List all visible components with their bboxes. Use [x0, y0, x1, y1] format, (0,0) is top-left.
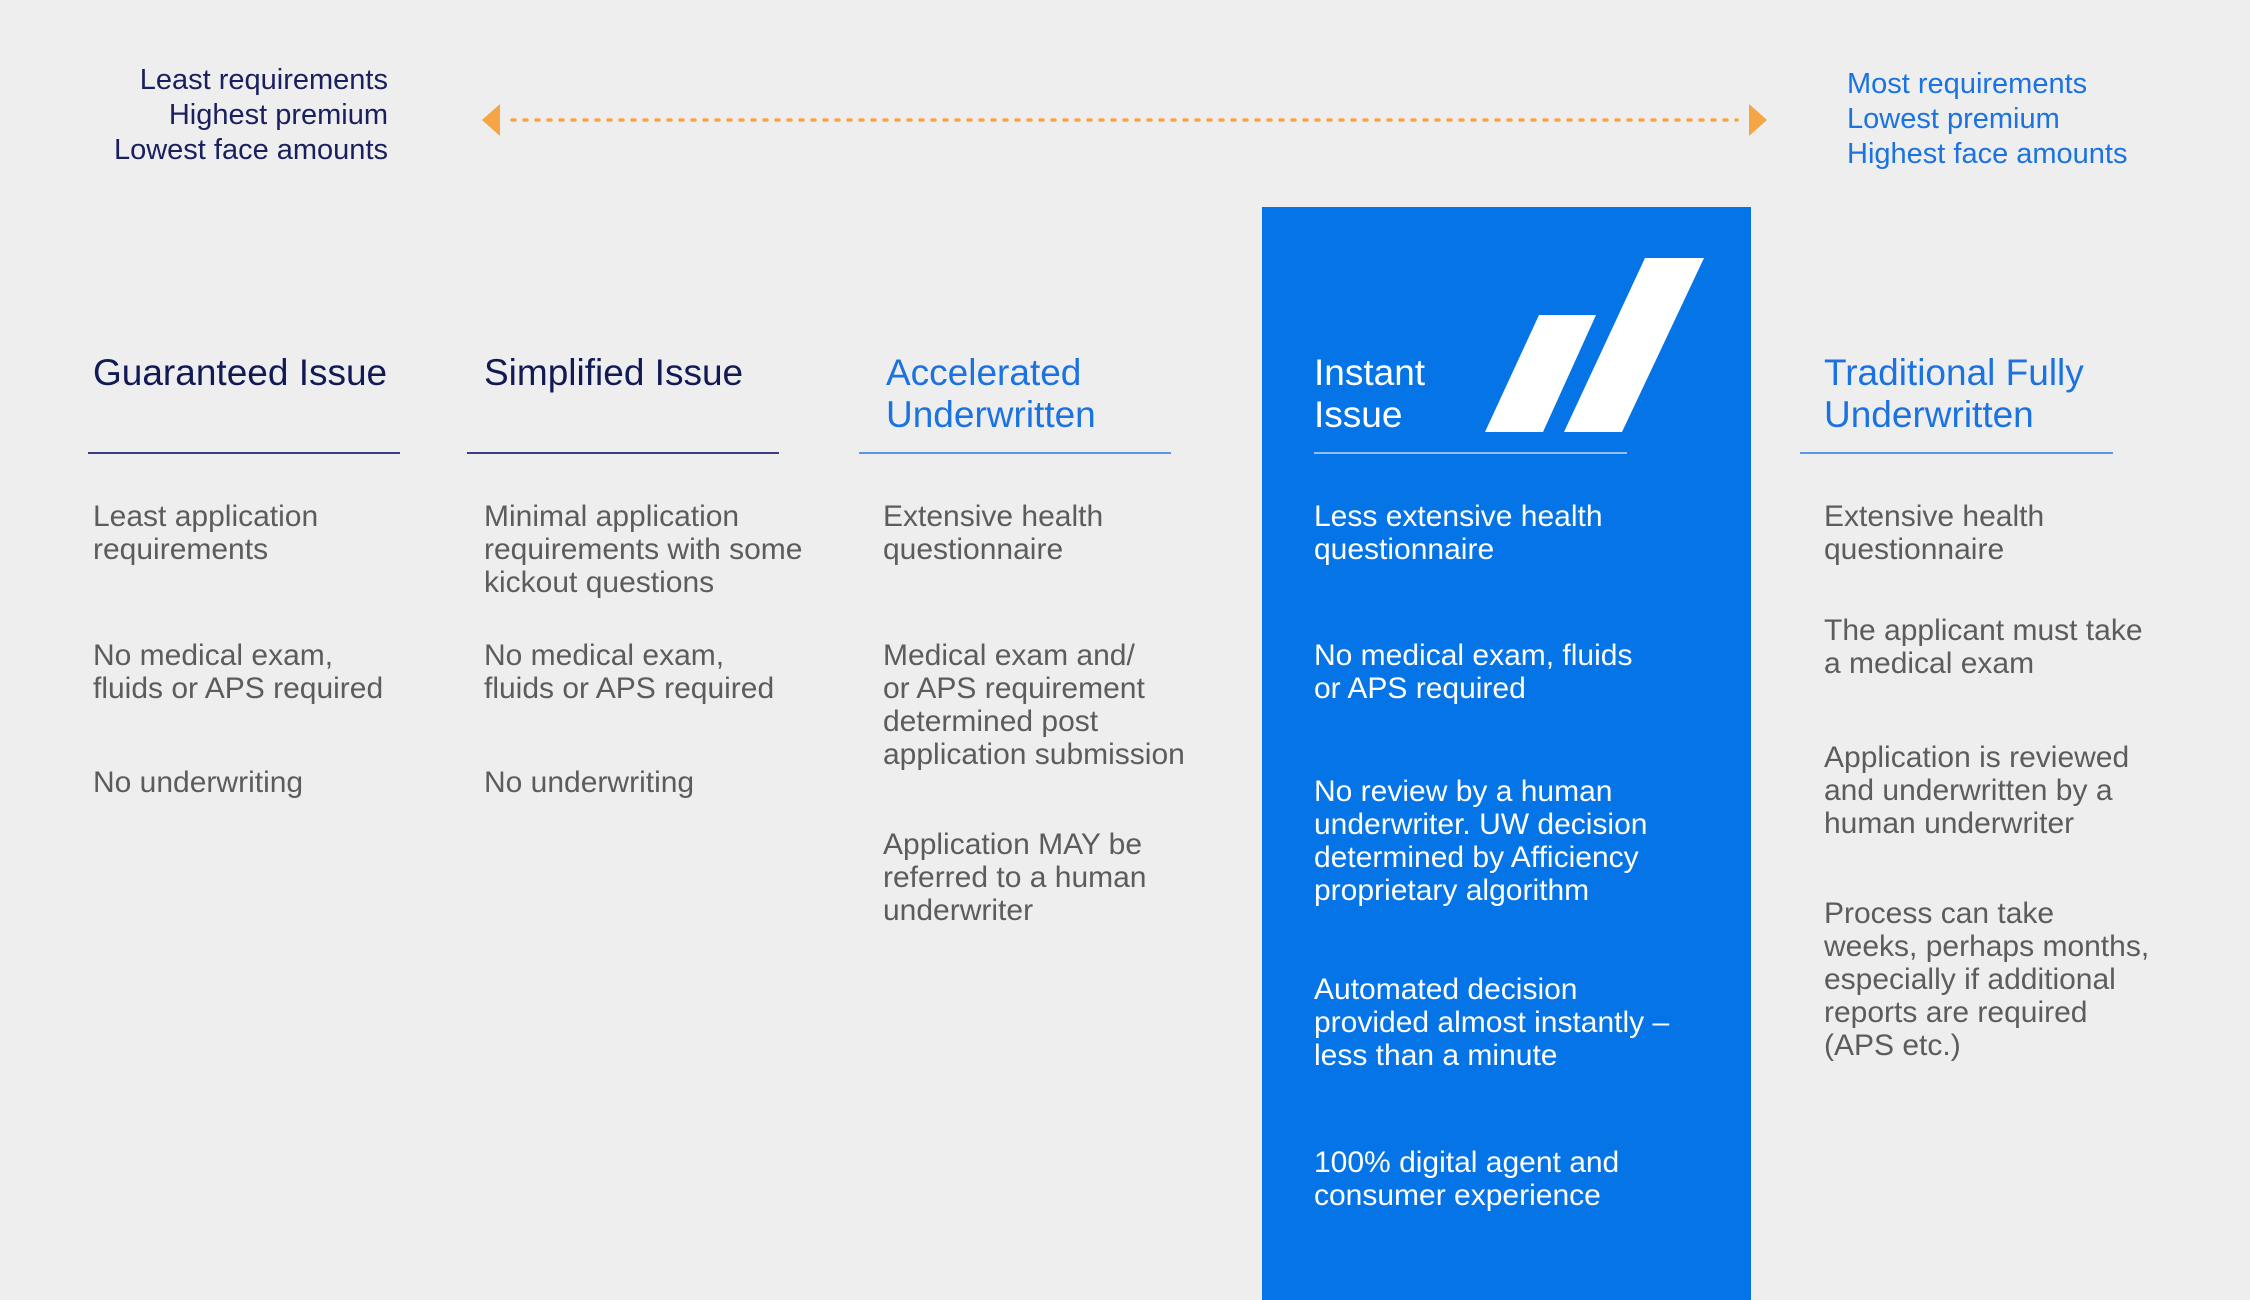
point-line: or APS required [1314, 672, 1526, 705]
double-arrow-icon [482, 102, 1767, 138]
column-title [1314, 352, 1714, 436]
point-line: fluids or APS required [484, 672, 775, 705]
point [1314, 639, 1632, 705]
point-line: less than a minute [1314, 1039, 1558, 1072]
point-line: underwriter. UW decision [1314, 808, 1648, 841]
column-divider [1800, 452, 2113, 454]
point-line: underwriter [883, 894, 1034, 927]
column-title-line: Issue [1314, 394, 1403, 435]
point-line: provided almost instantly – [1314, 1006, 1670, 1039]
scale-right-legend [1847, 67, 2127, 172]
point-line: questionnaire [1314, 533, 1495, 566]
point [484, 766, 694, 799]
point-line: kickout questions [484, 566, 715, 599]
scale-left-legend [40, 63, 388, 168]
point-line: 100% digital agent and [1314, 1146, 1620, 1179]
point-line: determined by Afficiency [1314, 841, 1639, 874]
point-line: reports are required [1824, 996, 2088, 1029]
point-line: No medical exam, [484, 639, 725, 672]
point-line: questionnaire [1824, 533, 2005, 566]
column-divider [859, 452, 1171, 454]
point-line: human underwriter [1824, 807, 2075, 840]
point-line: referred to a human [883, 861, 1147, 894]
scale-left-line: Least requirements [139, 64, 388, 96]
point-line: The applicant must take [1824, 614, 2143, 647]
column-divider [88, 452, 400, 454]
column-title [484, 352, 824, 436]
point-line: No review by a human [1314, 775, 1613, 808]
scale-right-line: Most requirements [1847, 68, 2088, 100]
point-line: (APS etc.) [1824, 1029, 1961, 1062]
point-line: No underwriting [484, 766, 695, 799]
column-instant-issue [1314, 352, 1714, 1212]
point-line: No medical exam, [93, 639, 334, 672]
column-title-line: Simplified Issue [484, 352, 744, 393]
scale-right-line: Lowest premium [1847, 103, 2060, 135]
column-title-line: Traditional Fully [1824, 352, 2084, 393]
column-divider [467, 452, 779, 454]
column-title-line: Accelerated [886, 352, 1082, 393]
point-line: Medical exam and/ [883, 639, 1135, 672]
point [883, 828, 1146, 927]
point [883, 500, 1103, 566]
point [93, 766, 303, 799]
point-line: fluids or APS required [93, 672, 384, 705]
point [484, 639, 774, 705]
point [1824, 741, 2129, 840]
point-line: No underwriting [93, 766, 304, 799]
point-line: No medical exam, fluids [1314, 639, 1633, 672]
point [1314, 973, 1669, 1072]
point-line: Less extensive health [1314, 500, 1603, 533]
column-title-line: Guaranteed Issue [93, 352, 388, 393]
arrow-left-head [482, 104, 500, 136]
point [93, 639, 383, 705]
column-traditional-fully-underwritten [1824, 352, 2184, 1062]
point-line: Extensive health [1824, 500, 2045, 533]
point [1824, 614, 2143, 680]
point-line: consumer experience [1314, 1179, 1601, 1212]
column-simplified-issue [484, 352, 824, 799]
column-guaranteed-issue [93, 352, 423, 799]
point [93, 500, 318, 566]
column-title [1824, 352, 2184, 436]
point [1314, 775, 1647, 907]
point-line: determined post [883, 705, 1099, 738]
point-line: proprietary algorithm [1314, 874, 1590, 907]
point-line: requirements with some [484, 533, 803, 566]
column-title [93, 352, 423, 436]
point [883, 639, 1185, 771]
point [1824, 897, 2149, 1062]
point [1314, 1146, 1619, 1212]
point-line: weeks, perhaps months, [1824, 930, 2150, 963]
column-title-line: Underwritten [1824, 394, 2034, 435]
point-line: Minimal application [484, 500, 740, 533]
scale-left-line: Lowest face amounts [113, 134, 388, 166]
arrow-right-head [1749, 104, 1767, 136]
point-line: questionnaire [883, 533, 1064, 566]
point [1824, 500, 2044, 566]
column-title [886, 352, 1236, 436]
point-line: Extensive health [883, 500, 1104, 533]
point-line: Process can take [1824, 897, 2055, 930]
point [1314, 500, 1603, 566]
point-line: and underwritten by a [1824, 774, 2113, 807]
point-line: Application is reviewed [1824, 741, 2130, 774]
point-line: Application MAY be [883, 828, 1143, 861]
column-divider [1314, 452, 1627, 454]
point-line: requirements [93, 533, 269, 566]
scale-left-line: Highest premium [168, 99, 388, 131]
point [484, 500, 802, 599]
point-line: Least application [93, 500, 319, 533]
scale-right-line: Highest face amounts [1847, 138, 2128, 170]
point-line: especially if additional [1824, 963, 2116, 996]
point-line: a medical exam [1824, 647, 2035, 680]
point-line: application submission [883, 738, 1185, 771]
column-title-line: Underwritten [886, 394, 1096, 435]
point-line: Automated decision [1314, 973, 1578, 1006]
column-title-line: Instant [1314, 352, 1426, 393]
point-line: or APS requirement [883, 672, 1145, 705]
column-accelerated-underwritten [883, 352, 1236, 927]
